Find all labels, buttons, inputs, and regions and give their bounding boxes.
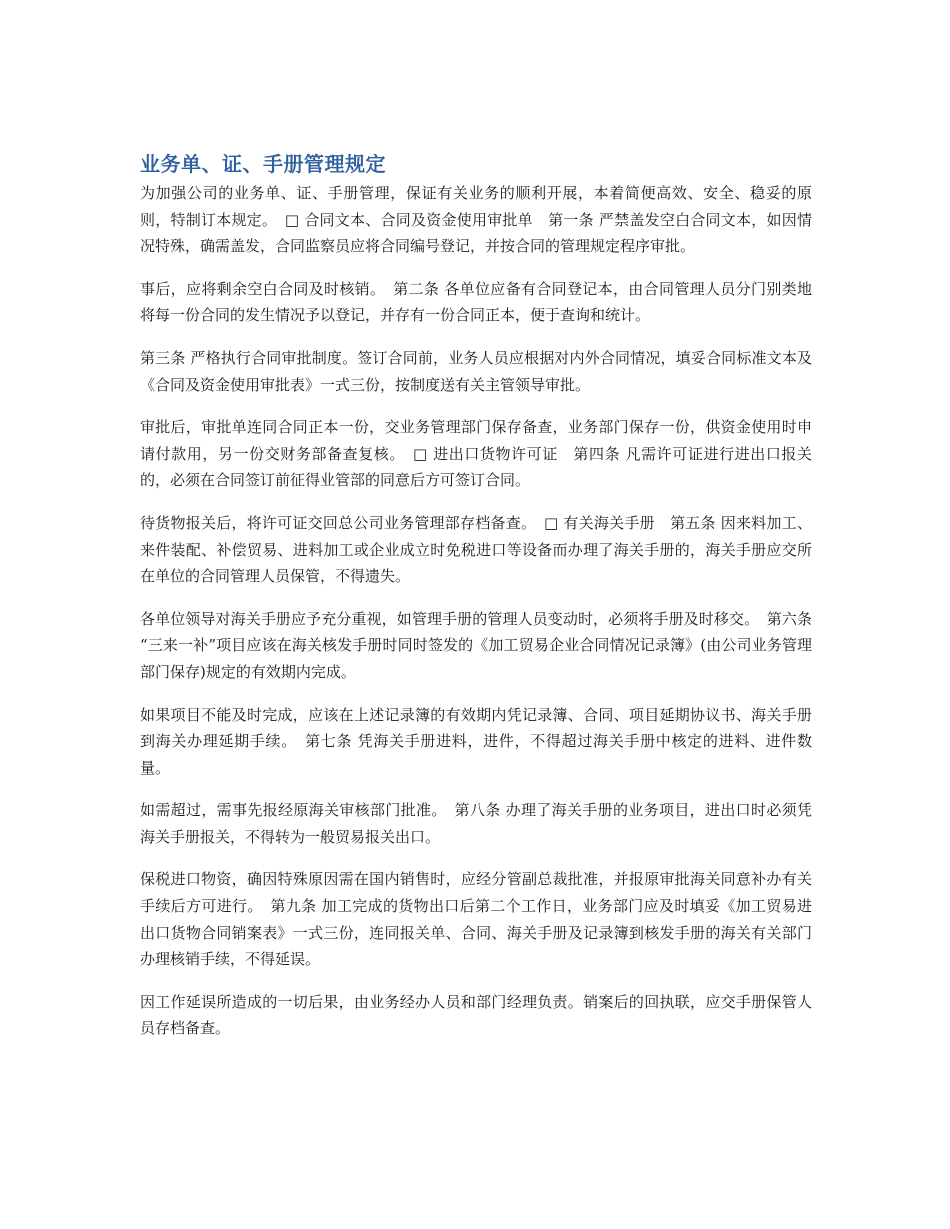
paragraph: 审批后，审批单连同合同正本一份，交业务管理部门保存备查，业务部门保存一份，供资金使用时申请付款用，另一份交财务部备查复核。 □ 进出口货物许可证 第四条 凡需许可证进行进出口报关的，必须在合同签订前征得业管部的同意后方可签订合同。 (140, 418, 812, 490)
paragraph: 第三条 严格执行合同审批制度。签订合同前，业务人员应根据对内外合同情况，填妥合同标准文本及《合同及资金使用审批表》一式三份，按制度送有关主管领导审批。 (140, 348, 812, 394)
paragraph: 如需超过，需事先报经原海关审核部门批准。 第八条 办理了海关手册的业务项目，进出口时必须凭海关手册报关，不得转为一般贸易报关出口。 (140, 801, 812, 846)
document-body (140, 150, 812, 1058)
paragraph: 各单位领导对海关手册应予充分重视，如管理手册的管理人员变动时，必须将手册及时移交。 第六条 “三来一补”项目应该在海关核发手册时同时签发的《加工贸易企业合同情况记录簿》(由公司业务管理部门保存)规定的有效期内完成。 (140, 609, 812, 681)
document-title: 业务单、证、手册管理规定 (140, 152, 386, 176)
paragraph: 待货物报关后，将许可证交回总公司业务管理部存档备查。 □ 有关海关手册 第五条 因来料加工、来件装配、补偿贸易、进料加工或企业成立时免税进口等设备而办理了海关手册的，海关手册应交所在单位的合同管理人员保管，不得遗失。 (140, 513, 812, 586)
paragraph: 保税进口物资，确因特殊原因需在国内销售时，应经分管副总裁批准，并报原审批海关同意补办有关手续后方可进行。 第九条 加工完成的货物出口后第二个工作日，业务部门应及时填妥《加工贸易进出口货物合同销案表》一式三份，连同报关单、合同、海关手册及记录簿到核发手册的海关有关部门办理核销手续，不得延误。 (140, 870, 812, 969)
paragraph: 因工作延误所造成的一切后果，由业务经办人员和部门经理负责。销案后的回执联，应交手册保管人员存档备查。 (140, 992, 812, 1038)
paragraph: 为加强公司的业务单、证、手册管理，保证有关业务的顺利开展，本着简便高效、安全、稳妥的原则，特制订本规定。 □ 合同文本、合同及资金使用审批单 第一条 严禁盖发空白合同文本，如因情况特殊，确需盖发，合同监察员应将合同编号登记，并按合同的管理规定程序审批。 (140, 184, 812, 256)
paragraph: 如果项目不能及时完成，应该在上述记录簿的有效期内凭记录簿、合同、项目延期协议书、海关手册到海关办理延期手续。 第七条 凭海关手册进料，进件，不得超过海关手册中核定的进料、进件数量。 (140, 705, 812, 777)
paragraph: 事后，应将剩余空白合同及时核销。 第二条 各单位应备有合同登记本，由合同管理人员分门别类地将每一份合同的发生情况予以登记，并存有一份合同正本，便于查询和统计。 (140, 279, 812, 325)
